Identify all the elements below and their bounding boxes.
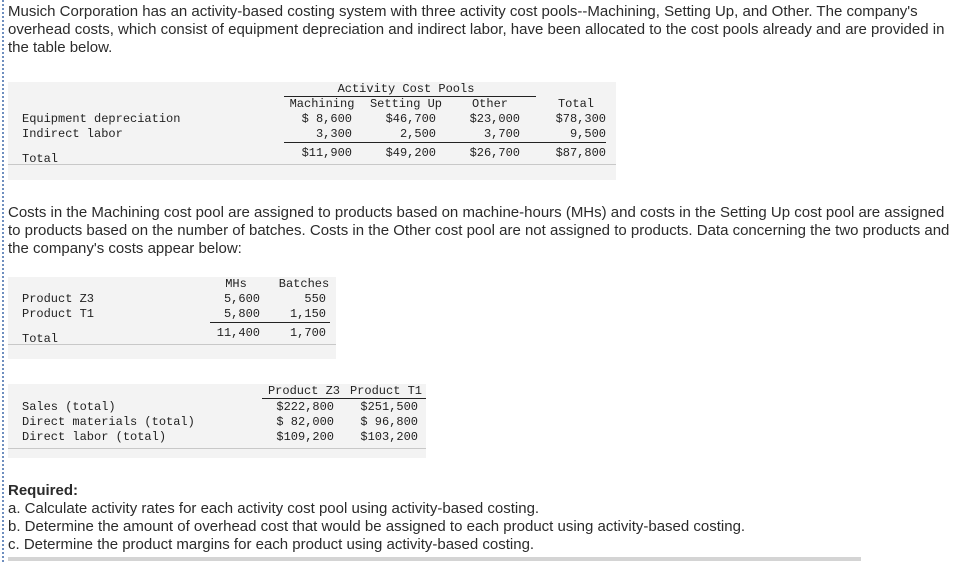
col-header-other: Other xyxy=(471,97,508,111)
cell-value: $46,700 xyxy=(385,112,436,126)
row-label: Total xyxy=(22,332,59,346)
cell-value: 3,700 xyxy=(483,127,520,141)
cell-value: $222,800 xyxy=(276,400,334,414)
cell-value: $103,200 xyxy=(360,430,418,444)
cell-value: $11,900 xyxy=(301,146,352,160)
cell-value: 2,500 xyxy=(399,127,436,141)
cell-value: $109,200 xyxy=(276,430,334,444)
subtotal-rule xyxy=(210,322,330,323)
subtotal-rule xyxy=(284,142,606,143)
cell-value: $23,000 xyxy=(469,112,520,126)
col-header-product-t1: Product T1 xyxy=(349,384,422,398)
activity-cost-pools-table xyxy=(8,82,616,180)
col-header-setting-up: Setting Up xyxy=(369,97,442,111)
cell-value: $87,800 xyxy=(555,146,606,160)
group-header: Activity Cost Pools xyxy=(337,82,475,96)
activity-drivers-table xyxy=(8,277,336,359)
cell-value: 11,400 xyxy=(216,326,260,340)
row-label: Direct labor (total) xyxy=(22,430,167,444)
required-section xyxy=(8,482,745,554)
row-label: Sales (total) xyxy=(22,400,116,414)
row-label: Product T1 xyxy=(22,307,95,321)
cell-value: 550 xyxy=(304,292,326,306)
product-costs-table xyxy=(8,384,426,458)
row-label: Equipment depreciation xyxy=(22,112,181,126)
required-item-b: b. Determine the amount of overhead cost that would be assigned to each product using activity-based costing. xyxy=(8,518,746,535)
col-header-batches: Batches xyxy=(278,277,330,291)
cell-value: 3,300 xyxy=(315,127,352,141)
total-rule xyxy=(8,164,616,165)
row-label: Indirect labor xyxy=(22,127,123,141)
cell-value: 5,800 xyxy=(223,307,260,321)
col-header-machining: Machining xyxy=(289,97,355,111)
cell-value: $78,300 xyxy=(555,112,606,126)
required-item-a: a. Calculate activity rates for each activity cost pool using activity-based costing. xyxy=(8,500,540,517)
cell-value: 1,700 xyxy=(289,326,326,340)
header-rule xyxy=(262,398,426,399)
row-label: Total xyxy=(22,152,59,166)
col-header-total: Total xyxy=(557,97,594,111)
assignment-paragraph: Costs in the Machining cost pool are assigned to products based on machine-hours (MHs) and costs in the Setting Up cost pool are assigned to products based on the number of batches. Costs in the Other cost pool are not assigned to products. Data concerning the two products and the company's costs appear below: xyxy=(8,204,950,257)
cell-value: $ 8,600 xyxy=(301,112,352,126)
row-label: Direct materials (total) xyxy=(22,415,195,429)
table-bottom-rule xyxy=(8,448,426,449)
cell-value: 1,150 xyxy=(289,307,326,321)
cell-value: $251,500 xyxy=(360,400,418,414)
total-rule xyxy=(8,344,336,345)
required-item-c: c. Determine the product margins for each product using activity-based costing. xyxy=(8,536,535,553)
cell-value: $26,700 xyxy=(469,146,520,160)
cell-value: $ 96,800 xyxy=(360,415,418,429)
col-header-product-z3: Product Z3 xyxy=(267,384,340,398)
col-header-mhs: MHs xyxy=(225,277,247,291)
bottom-scroll-bar xyxy=(8,557,861,561)
cell-value: 5,600 xyxy=(223,292,260,306)
cell-value: $49,200 xyxy=(385,146,436,160)
cell-value: 9,500 xyxy=(569,127,606,141)
row-label: Product Z3 xyxy=(22,292,95,306)
left-dotted-border xyxy=(2,0,4,562)
intro-paragraph: Musich Corporation has an activity-based costing system with three activity cost pools--Machining, Setting Up, and Other. The company's overhead costs, which consist of equipment depreciation and indirect labor, have been allocated to the cost pools already and are provided in the table below. xyxy=(8,3,945,56)
cell-value: $ 82,000 xyxy=(276,415,334,429)
required-heading: Required: xyxy=(8,482,79,499)
